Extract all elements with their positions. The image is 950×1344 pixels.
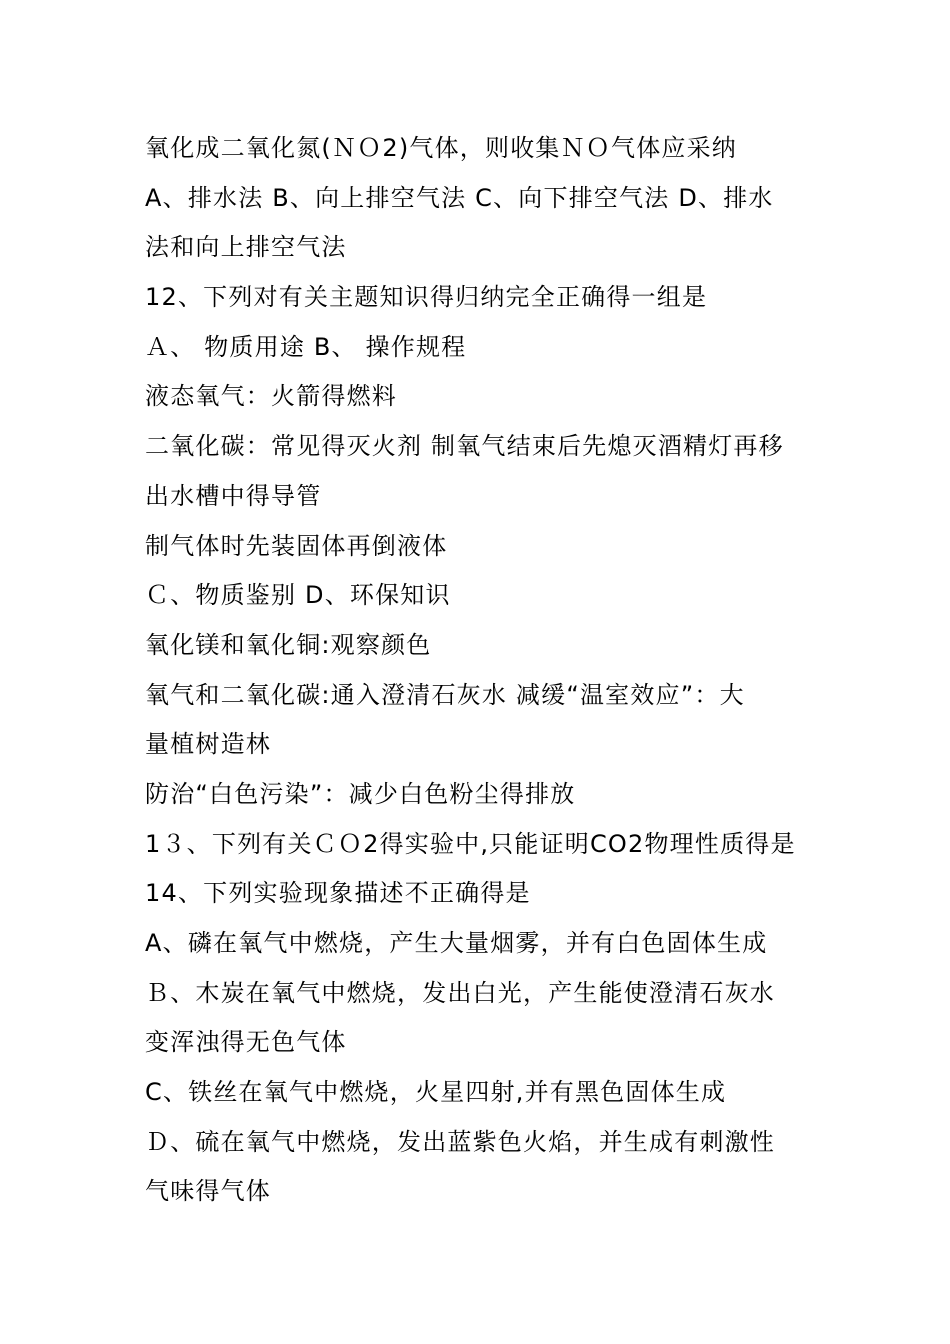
text-line: 氧化镁和氧化铜:观察颜色 xyxy=(145,630,432,659)
option-a: A、磷在氧气中燃烧，产生大量烟雾，并有白色固体生成 xyxy=(145,929,768,957)
text-line: 氧气和二氧化碳:通入澄清石灰水 减缓“温室效应”：大 xyxy=(145,680,745,709)
option-c: C、铁丝在氧气中燃烧，火星四射,并有黑色固体生成 xyxy=(145,1078,727,1107)
text-line: 气味得气体 xyxy=(145,1177,271,1206)
question-14-heading: 14、下列实验现象描述不正确得是 xyxy=(145,879,531,908)
text-line: 液态氧气：火箭得燃料 xyxy=(145,382,397,411)
text-line: 变浑浊得无色气体 xyxy=(145,1028,347,1057)
text-line: 量植树造林 xyxy=(145,730,271,759)
text-line: A、排水法 B、向上排空气法 C、向下排空气法 D、排水 xyxy=(145,183,774,212)
text-line: Ｃ、物质鉴别 D、环保知识 xyxy=(145,581,451,610)
question-13-heading: 1３、下列有关ＣＯ2得实验中,只能证明CO2物理性质得是 xyxy=(145,829,796,858)
text-line: 二氧化碳：常见得灭火剂 制氧气结束后先熄灭酒精灯再移 xyxy=(145,432,784,461)
text-line: 防治“白色污染”：减少白色粉尘得排放 xyxy=(145,779,576,808)
text-line: 出水槽中得导管 xyxy=(145,481,322,510)
text-line: 氧化成二氧化氮(ＮＯ2)气体，则收集ＮＯ气体应采纳 xyxy=(145,134,737,162)
text-line: 法和向上排空气法 xyxy=(145,233,347,262)
text-line: 制气体时先装固体再倒液体 xyxy=(145,531,448,560)
document-body xyxy=(145,124,845,1217)
option-d: Ｄ、硫在氧气中燃烧，发出蓝紫色火焰，并生成有刺激性 xyxy=(145,1127,775,1156)
question-12-heading: 12、下列对有关主题知识得归纳完全正确得一组是 xyxy=(145,283,708,312)
option-b: Ｂ、木炭在氧气中燃烧，发出白光，产生能使澄清石灰水 xyxy=(145,978,775,1007)
text-line: Ａ、 物质用途 B、 操作规程 xyxy=(145,332,467,361)
